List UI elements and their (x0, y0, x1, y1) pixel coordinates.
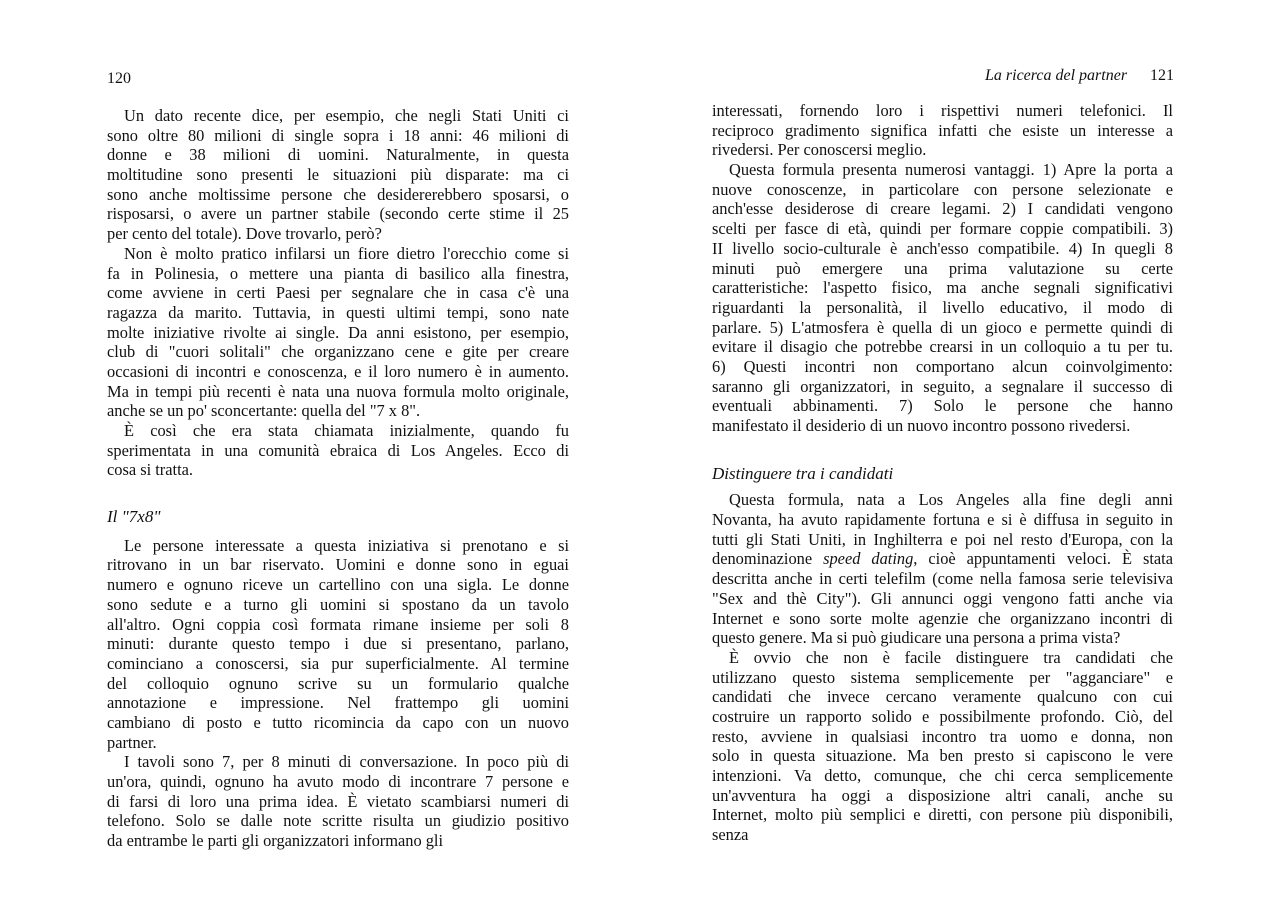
text-line: fa in Polinesia, o mettere una pianta di basilico alla finestra, (107, 263, 569, 283)
text-line: solo in questa situazione. Ma ben presto si capiscono le vere (712, 746, 1173, 766)
text-line: tutti gli Stati Uniti, in Inghilterra e poi nel resto d'Europa, con la (712, 529, 1173, 549)
text-line: È ovvio che non è facile distinguere tra candidati che (729, 647, 1173, 667)
text-line: Internet e sono sorte molte agenzie che organizzano incontri di (712, 608, 1173, 628)
text-line: Internet, molto più semplici e diretti, con persone più disponibili, (712, 805, 1173, 825)
text-line: di farsi di loro una prima idea. È vietato scambiarsi numeri di (107, 791, 569, 811)
text-line: costruire un rapporto solido e possibilmente profondo. Ciò, del (712, 706, 1173, 726)
text-line: senza (712, 825, 749, 845)
section-heading: Distinguere tra i candidati (712, 463, 894, 483)
italic-term: speed dating (823, 549, 914, 569)
text-line: caratteristiche: l'aspetto fisico, ma anche segnali significativi (712, 278, 1173, 298)
text-line: Questa formula, nata a Los Angeles alla fine degli anni (729, 490, 1173, 510)
text-line: reciproco gradimento significa infatti che esiste un interesse a (712, 120, 1173, 140)
section-heading: Il "7x8" (107, 507, 161, 527)
text-line: molte iniziative rivolte ai single. Da anni esistono, per esempio, (107, 322, 569, 342)
text-line: utilizzano questo sistema semplicemente per "agganciare" e (712, 667, 1173, 687)
text-line: sono anche moltissime persone che desidererebbero sposarsi, o (107, 184, 569, 204)
text-line: II livello socio-culturale è anch'esso compatibile. 4) In quegli 8 (712, 238, 1173, 258)
text-line: questo genere. Ma si può giudicare una persona a prima vista? (712, 628, 1121, 648)
text-line: un'ora, quindi, ognuno ha avuto modo di incontrare 7 persone e (107, 772, 569, 792)
text-line: Un dato recente dice, per esempio, che negli Stati Uniti ci (124, 106, 569, 125)
text-line: cambiano di posto e tutto ricomincia da capo con un nuovo (107, 712, 569, 732)
text-line: telefono. Solo se dalle note scritte risulta un giudizio positivo (107, 811, 569, 831)
text-line: cosa si tratta. (107, 460, 194, 480)
text-line: eventuali abbinamenti. 7) Solo le persone che hanno (712, 396, 1173, 416)
text-line: riguardanti la personalità, il livello educativo, il modo di (712, 297, 1173, 317)
paragraph (712, 648, 1173, 845)
text-line: numero e ognuno riceve un cartellino con una sigla. Le donne (107, 575, 569, 595)
text-line: risposarsi, o avere un partner stabile (secondo certe stime il 25 (107, 204, 569, 224)
text-line: anch'esse desiderose di creare legami. 2) I candidati vengono (712, 199, 1173, 219)
text-line: all'altro. Ogni coppia così formata rimane insieme per soli 8 (107, 614, 569, 634)
text-line: sono oltre 80 milioni di single sopra i 18 anni: 46 milioni di (107, 125, 569, 145)
paragraph (107, 421, 569, 480)
text-line: donne e 38 milioni di uomini. Naturalmente, in questa (107, 145, 569, 165)
text-line: "Sex and thè City"). Gli annunci oggi vengono fatti anche via (712, 588, 1173, 608)
text-line: resto, avviene in qualsiasi incontro tra uomo e donna, non (712, 726, 1173, 746)
running-head: La ricerca del partner (985, 67, 1128, 84)
text-line: È così che era stata chiamata inizialmente, quando fu (124, 421, 569, 440)
text-line: Le persone interessate a questa iniziativa si prenotano e si (124, 535, 569, 555)
text-line: sperimentata in una comunità ebraica di Los Angeles. Ecco di (107, 440, 569, 460)
text-line: occasioni di incontri e conoscenza, e il loro numero è in aumento. (107, 361, 569, 381)
text-line: Non è molto pratico infilarsi un fiore dietro l'orecchio come si (124, 243, 569, 263)
text-line: intenzioni. Va detto, comunque, che chi cerca semplicemente (712, 766, 1173, 786)
text-line: come avviene in certi Paesi per segnalare che in casa c'è una (107, 283, 569, 303)
right-body-text (712, 101, 1173, 845)
text-line: annotazione e impressione. Nel frattempo gli uomini (107, 693, 569, 713)
text-line: scelti per fasce di età, quindi per formare coppie compatibili. 3) (712, 219, 1173, 239)
paragraph (107, 752, 569, 850)
left-body-text (107, 106, 569, 851)
text-line: ritrovano in un bar riservato. Uomini e donne sono in eguai (107, 555, 569, 575)
text-line: Questa formula presenta numerosi vantaggi. 1) Apre la porta a (729, 160, 1173, 180)
text-line: candidati che invece cercano veramente qualcuno con cui (712, 687, 1173, 707)
text-line: cominciano a conoscersi, sia pur superficialmente. Al termine (107, 653, 569, 673)
text-line: I tavoli sono 7, per 8 minuti di conversazione. In poco più di (124, 752, 569, 772)
text-line: minuti: durante questo tempo i due si presentano, parlano, (107, 634, 569, 654)
paragraph (107, 536, 569, 753)
text-line: partner. (107, 732, 157, 752)
text-line: minuti può emergere una prima valutazione su certe (712, 258, 1173, 278)
text-line: anche se un po' sconcertante: quella del "7 x 8". (107, 401, 421, 421)
paragraph (107, 244, 569, 421)
text-line: ragazza da marito. Tuttavia, in questi ultimi tempi, sono nate (107, 302, 569, 322)
text-line: parlare. 5) L'atmosfera è quella di un gioco e permette quindi di (712, 317, 1173, 337)
right-page (640, 0, 1280, 905)
text-line: Novanta, ha avuto rapidamente fortuna e si è diffusa in seguito in (712, 510, 1173, 530)
text-line: saranno gli organizzatori, in seguito, a segnalare il successo di (712, 376, 1173, 396)
text-line: Ma in tempi più recenti è nata una nuova formula molto originale, (107, 381, 569, 401)
text-line: rivedersi. Per conoscersi meglio. (712, 140, 927, 160)
text-line: da entrambe le parti gli organizzatori informano gli (107, 831, 444, 851)
text-line: del colloquio ognuno scrive su un formulario qualche (107, 673, 569, 693)
text-line: moltitudine sono presenti le situazioni più disparate: ma ci (107, 165, 569, 185)
text-line: evitare il disagio che potrebbe crearsi in un colloquio a tu per tu. (712, 337, 1173, 357)
text-line: descritta anche in certi telefilm (come nella famosa serie televisiva (712, 569, 1173, 589)
paragraph (712, 101, 1173, 160)
page-number-left: 120 (107, 70, 131, 87)
text-line: un'avventura ha oggi a disposizione altri canali, anche su (712, 785, 1173, 805)
text-line: club di "cuori solitali" che organizzano cene e gite per creare (107, 342, 569, 362)
text-line: sono sedute e a turno gli uomini si spostano da un tavolo (107, 594, 569, 614)
paragraph (712, 160, 1173, 436)
text-line: nuove conoscenze, in particolare con persone selezionate e (712, 179, 1173, 199)
text-line: manifestato il desiderio di un nuovo incontro possono rivedersi. (712, 416, 1131, 435)
text-line: interessati, fornendo loro i rispettivi numeri telefonici. Il (712, 101, 1173, 120)
page-number-right: 121 (1150, 67, 1174, 84)
paragraph (107, 106, 569, 244)
paragraph (712, 490, 1173, 648)
text-line italic-split: denominazione speed dating, cioè appuntamenti veloci. È stata (712, 549, 1173, 569)
text-line: 6) Questi incontri non comportano alcun coinvolgimento: (712, 356, 1173, 376)
text-line: per cento del totale). Dove trovarlo, però? (107, 224, 382, 244)
